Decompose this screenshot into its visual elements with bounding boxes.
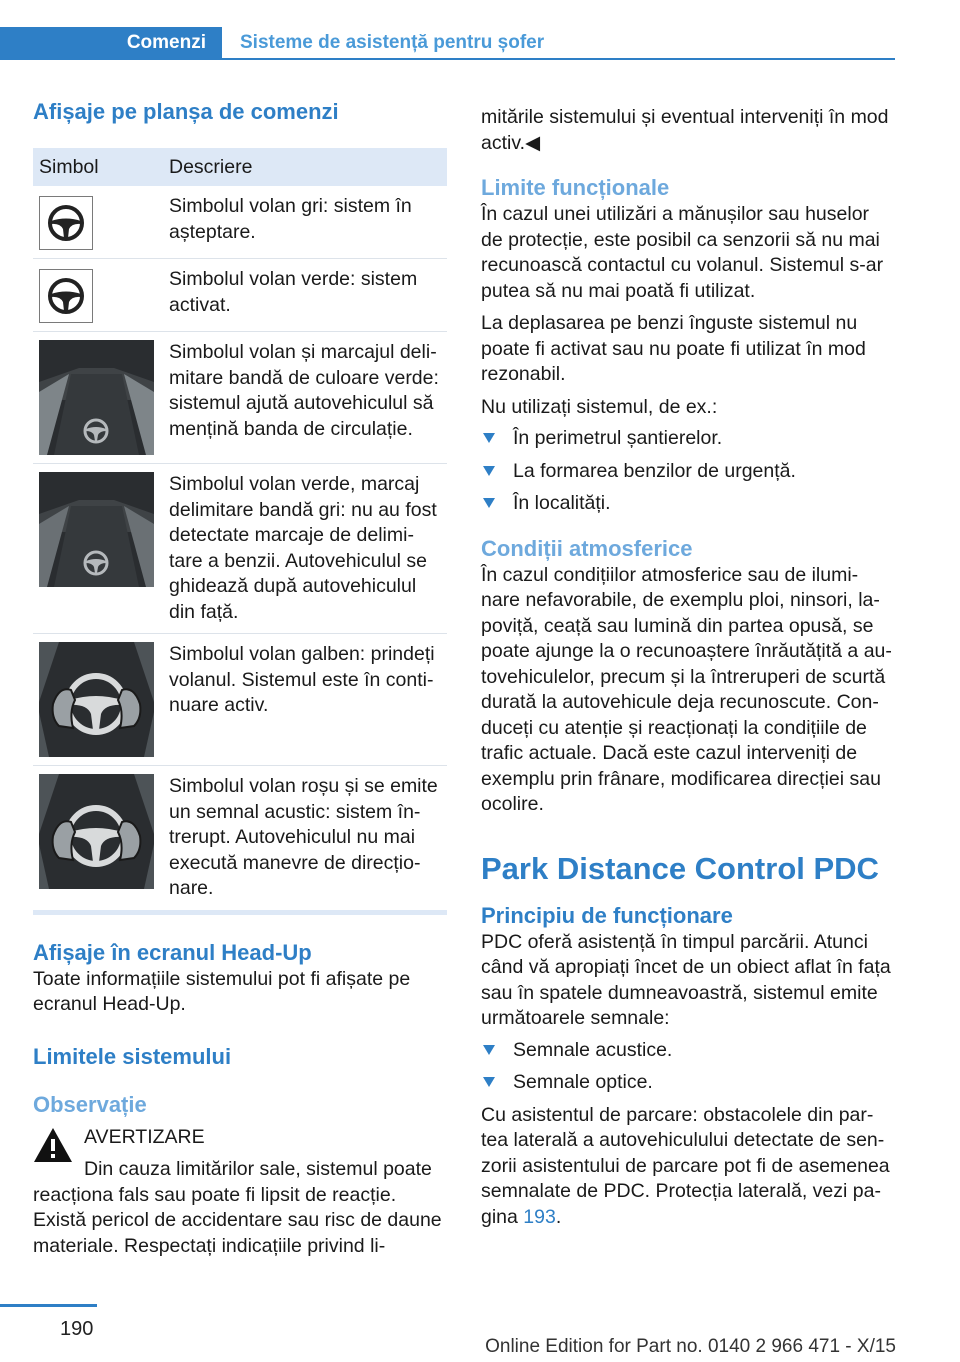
note-heading: Observație bbox=[33, 1091, 147, 1117]
warning-title: AVERTIZARE bbox=[84, 1125, 205, 1148]
row-description: Simbolul volan roșu și se emite un semnal acustic: sistem în-trerupt. Autovehiculul nu mai execută manevre de direcțio-nare. bbox=[163, 766, 447, 913]
steering-wheel-gray-icon bbox=[39, 196, 93, 250]
symbol-table bbox=[33, 148, 447, 915]
table-row bbox=[33, 464, 447, 634]
pdc-heading: Park Distance Control PDC bbox=[481, 850, 879, 886]
assist-paragraph bbox=[481, 1103, 896, 1231]
row-description: Simbolul volan verde, marcaj delimitare bandă gri: nu au fost detectate marcaje de delimi-tare a benzii. Autovehiculul se ghidează după autovehiculul din față. bbox=[163, 464, 447, 634]
page-header bbox=[0, 27, 895, 60]
footer-rule bbox=[0, 1304, 97, 1307]
list-item bbox=[481, 491, 896, 517]
table-row bbox=[33, 332, 447, 464]
header-tab-label: Comenzi bbox=[126, 32, 206, 53]
list-item bbox=[481, 426, 896, 452]
limits-heading: Limitele sistemului bbox=[33, 1043, 232, 1069]
list-item bbox=[481, 1070, 896, 1096]
continued-text: mitările sistemului și eventual interveniți în mod activ.◀ bbox=[481, 106, 889, 154]
bullet-triangle-icon bbox=[483, 498, 495, 508]
function-limits-text-1: În cazul unei utilizări a mănușilor sau huselor de protecție, este posibil ca senzorii să nu mai recunoască contactul cu volanul. Sistemul s-ar putea să nu mai poată fi utilizat. bbox=[481, 203, 884, 302]
function-limits-text-2: La deplasarea pe benzi înguste sistemul nu poate fi activat sau nu poate fi utilizat în mod rezonabil. bbox=[481, 312, 866, 385]
page-number: 190 bbox=[60, 1318, 94, 1340]
left-column bbox=[33, 98, 447, 1259]
principle-text: PDC oferă asistență în timpul parcării. Atunci când vă apropiați încet de un obiect aflat în fața sau în spatele dumneavoastră, sistemul emite următoarele semnale: bbox=[481, 930, 891, 1029]
warning-text: Din cauza limitărilor sale, sistemul poate reacționa fals sau poate fi lipsit de reacție. Există pericol de accidentare sau risc de daune materiale. Respectați indicațiile privind li- bbox=[33, 1158, 442, 1257]
list-item bbox=[481, 1038, 896, 1064]
bullet-triangle-icon bbox=[483, 433, 495, 443]
hands-on-wheel-red-icon bbox=[39, 774, 154, 889]
header-rule bbox=[222, 58, 895, 60]
row-description: Simbolul volan gri: sistem în așteptare. bbox=[163, 186, 447, 259]
list-item-text: În localități. bbox=[513, 492, 611, 514]
principle-list bbox=[481, 1038, 896, 1096]
warning-block bbox=[33, 1125, 447, 1260]
edition-text: Online Edition for Part no. 0140 2 966 471 - X/15 bbox=[485, 1336, 896, 1357]
column-header-description: Descriere bbox=[163, 148, 447, 186]
list-item-text: La formarea benzilor de urgență. bbox=[513, 459, 796, 482]
steering-wheel-green-icon bbox=[39, 269, 93, 323]
right-column bbox=[481, 98, 896, 1230]
principle-heading: Principiu de funcționare bbox=[481, 902, 733, 928]
lane-gray-wheel-icon bbox=[39, 472, 154, 587]
table-row bbox=[33, 259, 447, 332]
function-limits-text-3: Nu utilizați sistemul, de ex.: bbox=[481, 395, 718, 418]
warning-triangle-icon bbox=[33, 1127, 73, 1163]
table-row bbox=[33, 766, 447, 913]
assist-end: . bbox=[555, 1205, 562, 1228]
assist-text: Cu asistentul de parcare: obstacolele din par-tea laterală a autovehiculului detectate de sen-zorii asistentului de parcare pot fi de asemenea semnalate de PDC. Protecția laterală, vezi pa-gina bbox=[481, 1103, 890, 1228]
list-item-text: În perimetrul șantierelor. bbox=[513, 427, 723, 449]
weather-text: În cazul condițiilor atmosferice sau de ilumi-nare nefavorabile, de exemplu ploi, ninsori, la-poviță, ceață sau lumină din partea opusă, se poate ajunge la o recunoaștere înrăutățită a au-tovehiculelor, precum și la întreruperi de scurtă durată la autovehicule deja recunoscute. Con-duceți cu atenție și reacționați la condițiile de trafic actuale. Dacă este cazul interveniți de exemplu prin frânare, modificarea direcției sau ocolire. bbox=[481, 563, 892, 815]
hud-heading: Afișaje în ecranul Head-Up bbox=[33, 939, 312, 965]
row-description: Simbolul volan verde: sistem activat. bbox=[163, 259, 447, 332]
header-section-title: Sisteme de asistență pentru șofer bbox=[240, 32, 545, 53]
table-row bbox=[33, 186, 447, 259]
table-row bbox=[33, 634, 447, 766]
lane-green-wheel-icon bbox=[39, 340, 154, 455]
page-link[interactable]: 193 bbox=[523, 1205, 556, 1228]
list-item-text: Semnale acustice. bbox=[513, 1038, 673, 1061]
hud-text: Toate informațiile sistemului pot fi afișate pe ecranul Head-Up. bbox=[33, 967, 411, 1015]
row-description: Simbolul volan și marcajul deli-mitare bandă de culoare verde: sistemul ajută autovehiculul să mențină banda de circulație. bbox=[163, 332, 447, 464]
bullet-triangle-icon bbox=[483, 1077, 495, 1087]
list-item-text: Semnale optice. bbox=[513, 1071, 653, 1093]
function-limits-heading: Limite funcționale bbox=[481, 175, 670, 200]
weather-heading: Condiții atmosferice bbox=[481, 535, 693, 561]
list-item bbox=[481, 459, 896, 485]
function-limits-list bbox=[481, 426, 896, 517]
bullet-triangle-icon bbox=[483, 466, 495, 476]
hands-on-wheel-yellow-icon bbox=[39, 642, 154, 757]
displays-heading: Afișaje pe planșa de comenzi bbox=[33, 99, 339, 124]
column-header-symbol: Simbol bbox=[33, 148, 163, 186]
header-tab bbox=[0, 27, 222, 60]
row-description: Simbolul volan galben: prindeți volanul. Sistemul este în conti-nuare activ. bbox=[163, 634, 447, 766]
bullet-triangle-icon bbox=[483, 1045, 495, 1055]
